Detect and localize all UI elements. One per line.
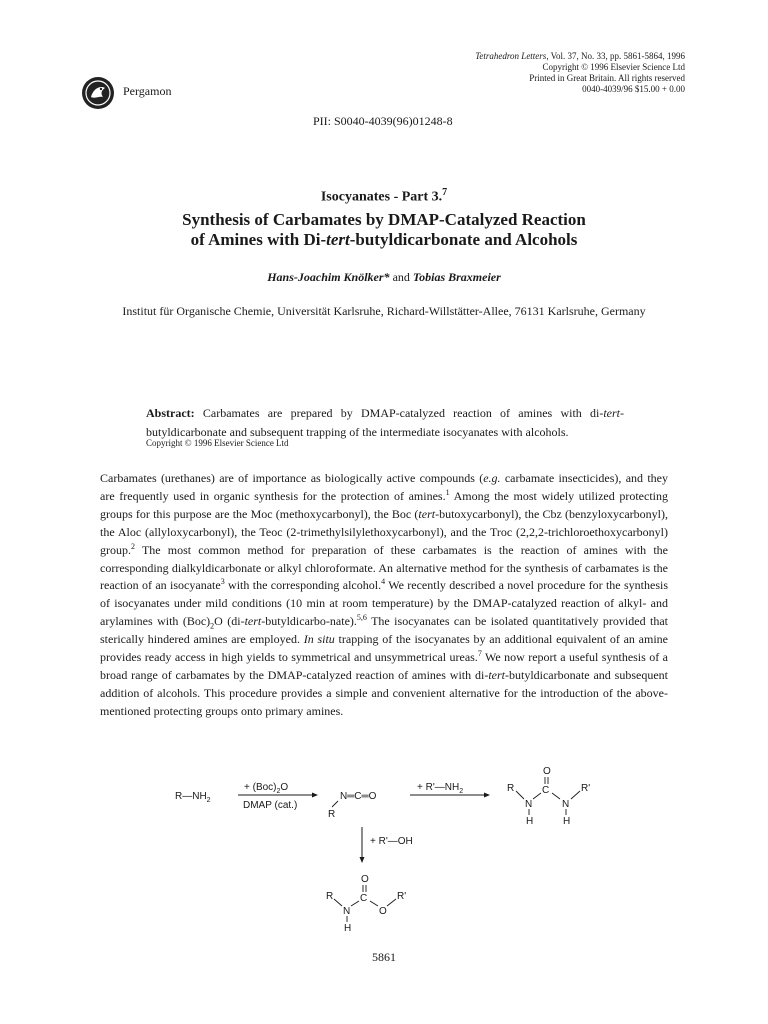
amine2-label: + $R'—NH_2$	[417, 782, 464, 795]
publisher-name: Pergamon	[123, 84, 172, 98]
dmap-label: DMAP (cat.)	[243, 800, 298, 811]
author-name: Tobias Braxmeier	[412, 270, 501, 284]
svg-text:O: O	[361, 874, 369, 885]
body-paragraph: Carbamates (urethanes) are of importance as biologically active compounds (e.g. carbamate insecticides), and they are frequently used in organic synthesis for the protection of amines.$^1$ Among the most widely utilized protecting groups for this purpose are the Moc (methoxycarbonyl), the Boc (tert-butoxycarbonyl), the Cbz (benzyloxycarbonyl), the Aloc (allyloxycarbonyl), the Teoc (2-trimethylsilylethoxycarbonyl), and the Troc (2,2,2-trichloroethoxycarbonyl) group.$^2$ The most common method for preparation of these carbamates is the reaction of amines with the corresponding dialkyldicarbonate or alkyl chloroformate. An alternative method for the synthesis of carbamates is the reaction of an isocyanate$^3$ with the corresponding alcohol.$^4$ We recently described a novel procedure for the synthesis of isocyanates under mild conditions (10 min at room temperature) by the DMAP-catalyzed reaction of alkyl- and arylamines with $(Boc)_2O$ (di-tert-butyldicarbo-nate).$^{5,6}$ The isocyanates can be isolated quantitatively provided that sterically hindered amines are employed. In situ trapping of the isocyanates by an additional equivalent of an amine provides ready access in high yields to symmetrical and unsymmetrical ureas.$^7$ We now report a useful synthesis of a broad range of carbamates by the DMAP-catalyzed reaction of amines with di-tert-butyldicarbonate and subsequent addition of alcohols. This procedure provides a simple and convenient alternative for the introduction of the above-mentioned protecting groups onto primary amines.	[100, 471, 669, 718]
abstract: Abstract: Carbamates are prepared by DMAP-catalyzed reaction of amines with di-tert-butyldicarbonate and subsequent trapping of the intermediate isocyanates with alcohols.	[146, 406, 624, 439]
alcohol-label: + R'—OH	[370, 836, 413, 847]
author-name: Hans-Joachim Knölker*	[267, 270, 390, 284]
abstract-copyright: Copyright © 1996 Elsevier Science Ltd	[146, 438, 289, 448]
isocyanate-label: N═C═O	[340, 791, 377, 802]
page-number: 5861	[372, 950, 396, 964]
svg-text:R': R'	[581, 783, 591, 794]
svg-text:N: N	[343, 906, 351, 917]
svg-text:H: H	[344, 923, 352, 934]
author-list: Hans-Joachim Knölker* and Tobias Braxmeier	[267, 270, 501, 284]
amine-label: $R—NH_2$	[175, 791, 211, 804]
svg-text:O: O	[543, 766, 551, 777]
pii-identifier: PII: S0040-4039(96)01248-8	[313, 114, 453, 128]
series-heading: Isocyanates - Part 3.$^7$	[320, 187, 448, 205]
svg-text:C: C	[542, 785, 550, 796]
svg-text:O: O	[379, 906, 387, 917]
urea-structure	[507, 766, 590, 827]
article-title: Synthesis of Carbamates by DMAP-Catalyzed Reaction of Amines with Di-tert-butyldicarbonate and Alcohols	[182, 210, 586, 249]
journal-citation: Tetrahedron Letters, Vol. 37, No. 33, pp. 5861-5864, 1996 Copyright © 1996 Elsevier Science Ltd Printed in Great Britain. All rights reserved 0040-4039/96 $15.00 + 0.00	[475, 51, 685, 94]
r-label: R	[328, 809, 336, 820]
affiliation: Institut für Organische Chemie, Universität Karlsruhe, Richard-Willstätter-Allee, 76131 Karlsruhe, Germany	[122, 304, 646, 318]
pergamon-logo-icon	[80, 75, 116, 111]
svg-text:R: R	[326, 891, 334, 902]
carbamate-structure	[326, 874, 406, 934]
boc-reagent-label: + $(Boc)_2O$	[244, 782, 289, 795]
svg-text:R: R	[507, 783, 515, 794]
svg-text:C: C	[360, 893, 368, 904]
svg-text:N: N	[562, 799, 570, 810]
svg-text:N: N	[525, 799, 533, 810]
svg-text:H: H	[526, 816, 534, 827]
reaction-scheme	[0, 755, 768, 940]
svg-text:H: H	[563, 816, 571, 827]
svg-text:R': R'	[397, 891, 407, 902]
